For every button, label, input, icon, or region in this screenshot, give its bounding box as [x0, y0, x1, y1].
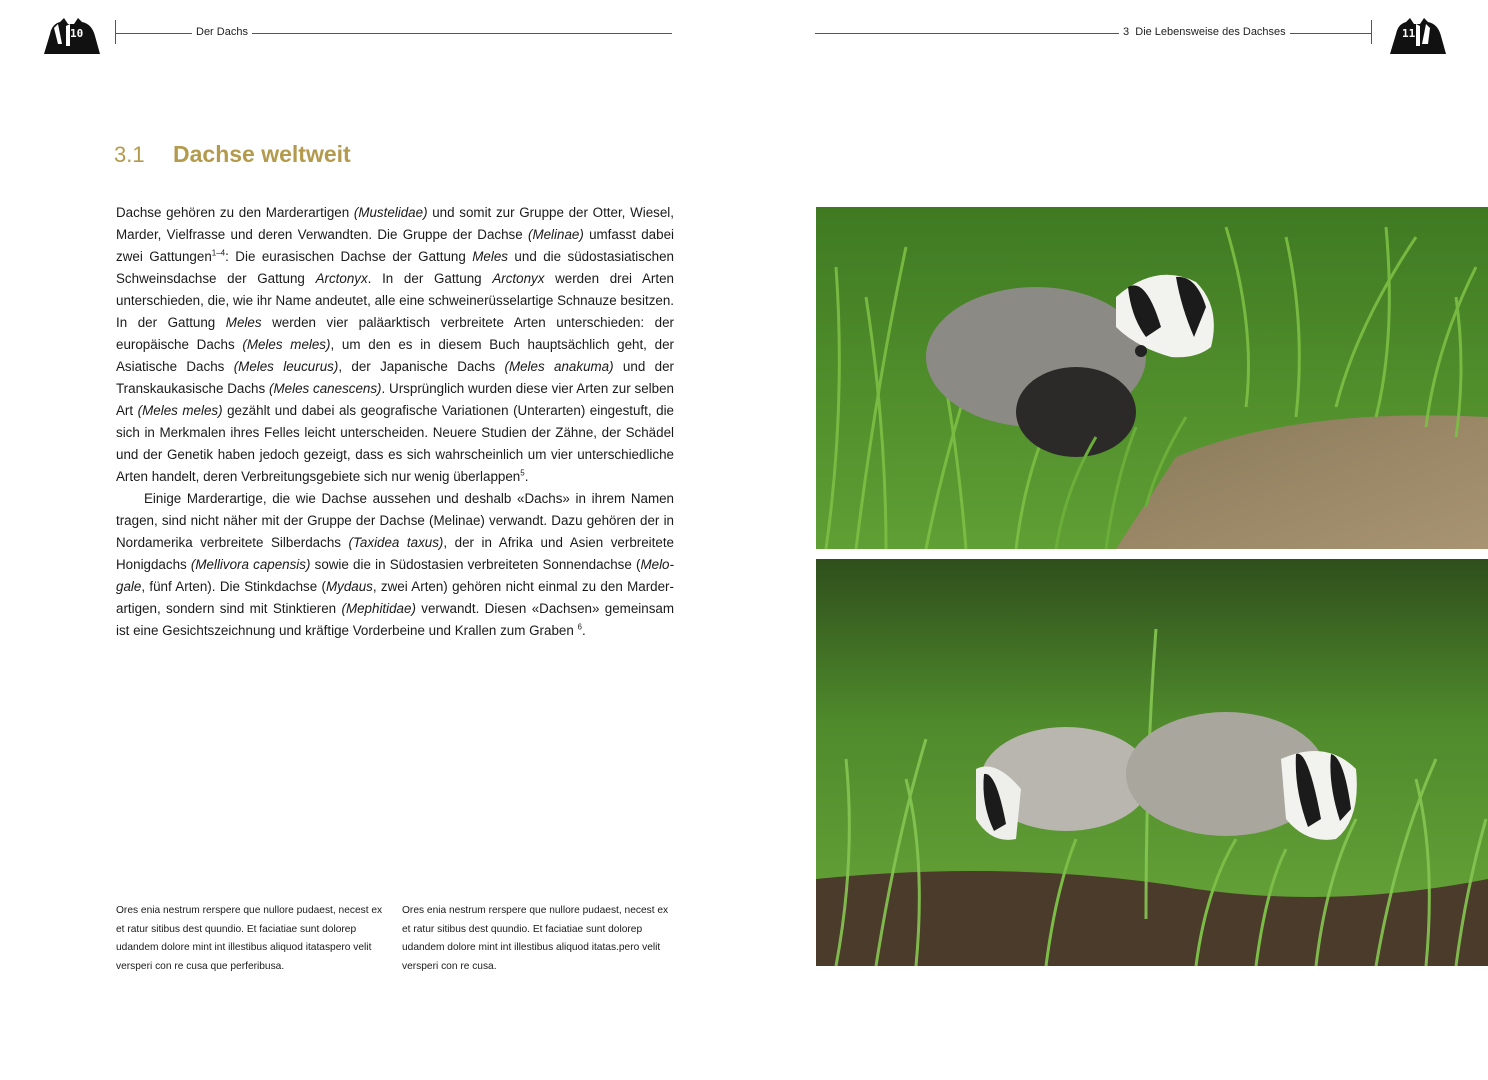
chapter-number: 3 [1123, 26, 1130, 38]
head-tick-right [1371, 20, 1372, 44]
chapter-title: Die Lebensweise des Dachses [1135, 26, 1286, 38]
text-run: , der Japanische Dachs [338, 359, 505, 374]
text-run: umfasst dabei zwei Gattungen [116, 227, 674, 264]
body-paragraph [116, 202, 674, 488]
reference-number: 1–4 [211, 248, 226, 258]
text-run: , der in Afrika und Asien verbreitete Honigdachs [116, 535, 674, 572]
taxon-name: Meles [225, 315, 262, 330]
body-paragraph [116, 488, 674, 642]
taxon-name: (Mellivora capensis) [190, 557, 311, 572]
text-run: verwandt. Diesen «Dachsen» gemeinsam ist eine Gesichtszeichnung und kräftige Vorderbeine und Krallen zum Graben [116, 601, 675, 638]
text-run: . In der Gattung [367, 271, 493, 286]
text-run: sowie die in Südostasien verbreiteten Sonnendachse ( [310, 557, 641, 572]
text-run: . Ursprünglich wurden diese vier Arten zur selben Art [116, 381, 674, 418]
footnote-column-1: Ores enia nestrum rerspere que nullore pudaest, necest ex et ratur sitibus dest quundio. Et faciatiae sunt dolorep udandem dolore mint int illestibus aliquod itataspero velit versperi con re cusa que perferibusa. [116, 905, 383, 972]
section-title: Dachse weltweit [173, 141, 351, 167]
page-badge-left [40, 14, 102, 58]
body-text [116, 202, 674, 642]
taxon-name: (Meles canescens) [269, 381, 382, 396]
text-run: werden drei Arten unterschieden, die, wie ihr Name andeutet, alle eine schweinerüsselartige Schnauze besitzen. In der Gattung [116, 271, 674, 330]
text-run: , um den es in diesem Buch hauptsächlich geht, der Asiatische Dachs [116, 337, 674, 374]
running-chapter-right [1119, 26, 1290, 38]
photo-badger-burrow [816, 207, 1488, 549]
page-badge-right [1386, 14, 1448, 58]
page-number: 10 [70, 27, 84, 40]
text-run: gezählt und dabei als geografische Variationen (Unterarten) eingestuft, die sich in Merkmalen ihres Felles leicht unterscheiden. Neuere Studien der Zähne, der Schädel und der Genetik haben jedoch gezeigt, dass es sich wahrscheinlich um vier unterschiedliche Arten handelt, deren Verbreitungsgebiete sich nur wenig überlappen [116, 403, 674, 484]
taxon-name: (Meles anakuma) [504, 359, 614, 374]
taxon-name: (Melinae) [527, 227, 584, 242]
text-run: . [524, 469, 529, 484]
taxon-name: (Mustelidae) [353, 205, 428, 220]
taxon-name: Mydaus [325, 579, 373, 594]
running-title-left: Der Dachs [192, 26, 252, 38]
text-run: . [581, 623, 586, 638]
taxon-name: (Taxidea taxus) [348, 535, 444, 550]
reference-number: 5 [520, 468, 525, 478]
page-number: 11 [1402, 27, 1416, 40]
taxon-name: Arctonyx [492, 271, 545, 286]
photo-two-badgers [816, 559, 1488, 966]
footnote-column-2: Ores enia nestrum rerspere que nullore pudaest, necest ex et ratur sitibus dest quundio. Et faciatiae sunt dolorep udandem dolore mint int illestibus aliquod itatas.pero velit versperi con re cusa. [402, 905, 669, 972]
text-run: : Die eurasischen Dachse der Gattung [225, 249, 473, 264]
reference-number: 6 [577, 622, 582, 632]
taxon-name: (Meles meles) [137, 403, 223, 418]
text-run: Dachse gehören zu den Marderartigen [116, 205, 354, 220]
taxon-name: Arctonyx [315, 271, 368, 286]
taxon-name: (Meles leucurus) [233, 359, 339, 374]
taxon-name: Melogale [116, 557, 674, 594]
text-run: werden vier paläarktisch verbreitete Arten unterschieden: der europäische Dachs [116, 315, 675, 352]
text-run: Einige Marderartige, die wie Dachse aussehen und deshalb «Dachs» in ihrem Namen tragen, sind nicht näher mit der Gruppe der Dachse (Melinae) verwandt. Dazu gehören der in Nordamerika verbreitete Silberdachs [116, 491, 674, 550]
head-tick-left [115, 20, 116, 44]
taxon-name: (Mephitidae) [341, 601, 416, 616]
text-run: und der Transkaukasische Dachs [116, 359, 674, 396]
taxon-name: (Meles meles) [242, 337, 331, 352]
badger-head-icon [1386, 14, 1448, 58]
taxon-name: Meles [472, 249, 508, 264]
text-run: , zwei Arten) gehören nicht einmal zu den Marderartigen, sondern sind mit Stinktieren [116, 579, 674, 616]
text-run: und somit zur Gruppe der Otter, Wiesel, Marder, Vielfrasse und deren Verwandten. Die Gruppe der Dachse [116, 205, 674, 242]
text-run: , fünf Arten). Die Stinkdachse ( [141, 579, 326, 594]
section-number: 3.1 [114, 142, 145, 167]
text-run: und die südostasiatischen Schweinsdachse der Gattung [116, 249, 674, 286]
